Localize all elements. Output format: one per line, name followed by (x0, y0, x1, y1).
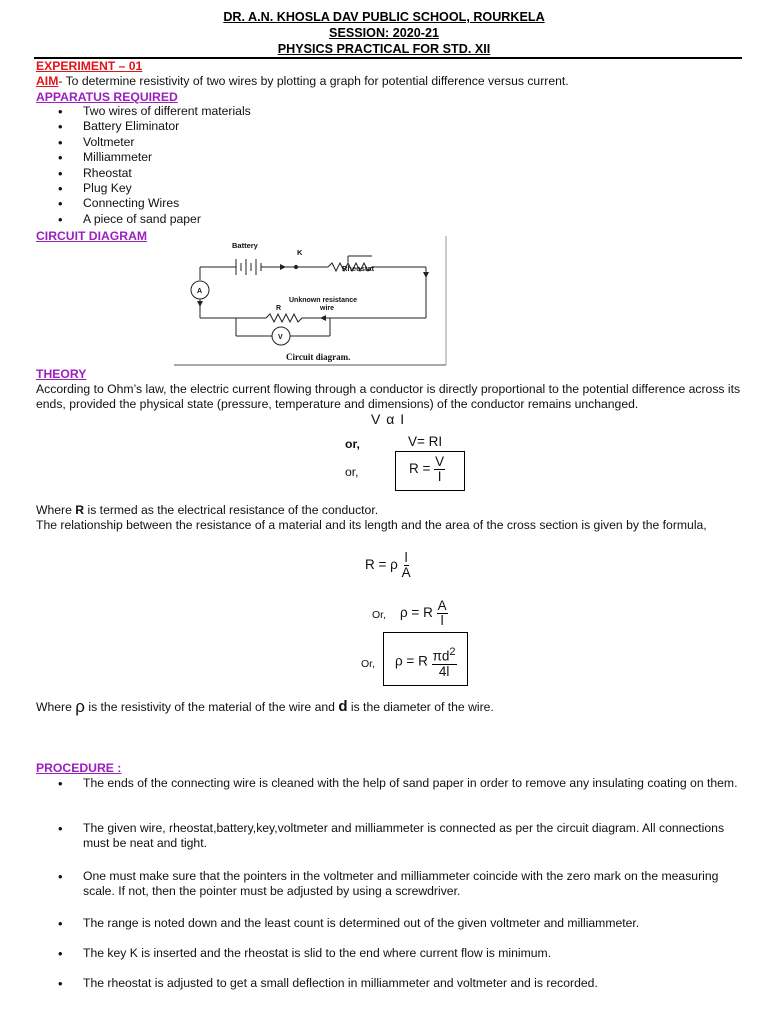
ammeter-label: A (197, 288, 203, 295)
equation-v-ri: V= RI (408, 434, 443, 449)
or-label: Or, (372, 609, 387, 621)
circuit-diagram (170, 236, 448, 368)
apparatus-list (36, 104, 251, 227)
list-item: • The ends of the connecting wire is cleaned with the help of sand paper in order to remove any insulating coating on them. (36, 776, 744, 821)
or-label: or, (345, 465, 359, 479)
experiment-title: EXPERIMENT – 01 (36, 59, 143, 73)
theory-paragraph-1: According to Ohm’s law, the electric current flowing through a conductor is directly proportional to the potential difference across its ends, provided the physical state (pressure, temperature and dimensions) of the conductor remains unchanged. (36, 382, 741, 412)
circuit-heading: CIRCUIT DIAGRAM (36, 229, 148, 243)
list-item: • One must make sure that the pointers in the voltmeter and milliammeter coincide with the zero mark on the measuring scale. If not, then the pointer must be adjusted by using a screwdriver. (36, 869, 744, 916)
equation-r-v-over-i: R = $\frac{V}{I}$ (409, 454, 445, 484)
ohm-proportionality: V α I (371, 411, 406, 427)
where-rho-text: Where ρ is the resistivity of the material of the wire and d is the diameter of the wire. (36, 697, 494, 716)
rheostat-label: Rheostat (342, 264, 375, 273)
school-name: DR. A.N. KHOSLA DAV PUBLIC SCHOOL, ROURKELA (223, 10, 545, 24)
voltmeter-label: V (278, 334, 283, 341)
list-item: • The rheostat is adjusted to get a small deflection in milliammeter and voltmeter and is recorded. (36, 976, 744, 992)
wire-label: wire (320, 305, 335, 312)
list-item: • Voltmeter (36, 135, 251, 150)
subject-title: PHYSICS PRACTICAL FOR STD. XII (277, 42, 491, 56)
procedure-heading: PROCEDURE : (36, 761, 122, 775)
list-item: • The key K is inserted and the rheostat is slid to the end where current flow is minimum. (36, 946, 744, 976)
list-item: • Rheostat (36, 166, 251, 181)
equation-rho-pid2: ρ = R $\frac{\pi d^2}{4l}$ (395, 646, 456, 679)
list-item: • Plug Key (36, 181, 251, 196)
procedure-list (36, 776, 744, 992)
aim-text: - To determine resistivity of two wires by plotting a graph for potential difference versus current. (58, 74, 569, 88)
list-item: • Two wires of different materials (36, 104, 251, 119)
apparatus-heading: APPARATUS REQUIRED (36, 90, 178, 104)
r-label: R (276, 305, 282, 312)
diagram-caption: Circuit diagram. (286, 352, 351, 362)
list-item: • Battery Eliminator (36, 119, 251, 134)
key-label: K (297, 248, 303, 257)
theory-heading: THEORY (36, 367, 87, 381)
or-label: Or, (361, 658, 376, 670)
theory-paragraph-2: The relationship between the resistance of a material and its length and the area of the cross section is given by the formula, (36, 518, 707, 532)
unknown-label: Unknown resistance (289, 297, 358, 304)
list-item: • A piece of sand paper (36, 212, 251, 227)
aim (36, 74, 569, 89)
session: SESSION: 2020-21 (329, 26, 439, 40)
equation-rho-ra-l: ρ = R $\frac{A}{l}$ (400, 598, 447, 628)
list-item: • Connecting Wires (36, 196, 251, 211)
list-item: • Milliammeter (36, 150, 251, 165)
or-label: or, (345, 437, 360, 451)
battery-label: Battery (232, 241, 258, 250)
where-r-text: Where R is termed as the electrical resistance of the conductor. (36, 503, 379, 517)
list-item: • The range is noted down and the least count is determined out of the given voltmeter and milliammeter. (36, 916, 744, 946)
aim-label: AIM (36, 74, 59, 88)
equation-r-rho-l-a: R = ρ $\frac{l}{A}$ (365, 550, 411, 580)
list-item: • The given wire, rheostat,battery,key,voltmeter and milliammeter is connected as per the circuit diagram. All connections must be neat and tight. (36, 821, 744, 869)
